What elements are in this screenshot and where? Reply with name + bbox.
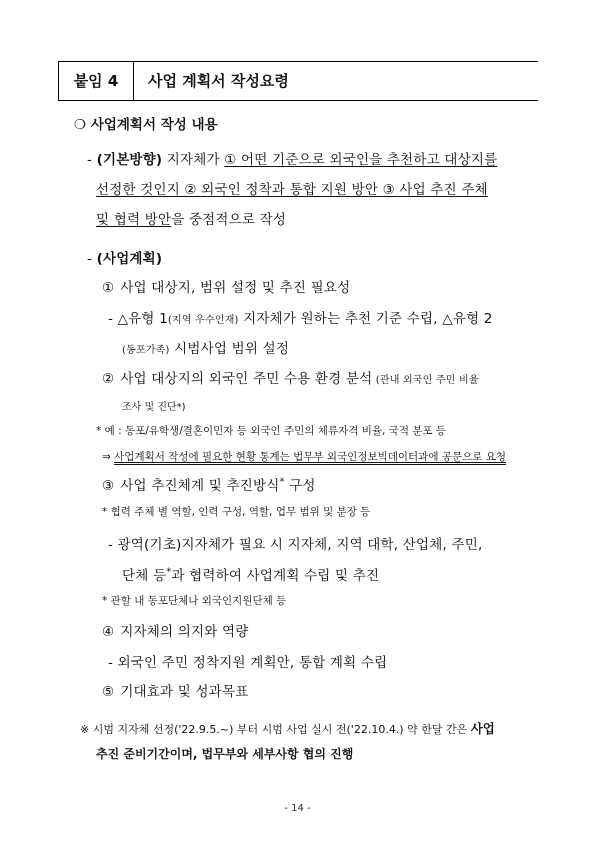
basic-direction-line1: - (기본방향) 지자체가 ① 어떤 기준으로 외국인을 추천하고 대상지를 [87,152,498,168]
basic-direction-label: (기본방향) [96,152,163,168]
plan-item-3: ③ 사업 추진체계 및 추진방식* 구성 [102,476,316,494]
plan-item-4: ④ 지자체의 의지와 역량 [102,624,249,640]
page-number: - 14 - [284,803,311,814]
reference-mark-icon: ※ [80,723,90,736]
basic-direction-line2: 선정한 것인지 ② 외국인 정착과 통합 지원 방안 ③ 사업 추진 주체 [96,182,488,198]
plan-item-3-note: * 협력 주체 별 역할, 인력 구성, 역할, 업무 범위 및 분장 등 [102,506,371,518]
plan-item-3-sub-line2: 단체 등*과 협력하여 사업계획 수립 및 추진 [122,566,380,584]
plan-item-5: ⑤ 기대효과 및 성과목표 [102,684,249,700]
plan-item-1-sub-line1: - △유형 1(지역 우수인재) 지자체가 원하는 추천 기준 수립, △유형 2 [108,311,493,327]
basic-direction-line3: 및 협력 방안을 중점적으로 작성 [96,212,287,228]
plan-item-2-example: * 예 : 동포/유학생/결혼이민자 등 외국인 주민의 체류자격 비율, 국적 분포 등 [96,425,447,437]
plan-item-3-sub-line1: - 광역(기초)지자체가 필요 시 지자체, 지역 대학, 산업체, 주민, [108,537,483,553]
plan-item-3-note2: * 관할 내 동포단체나 외국인지원단체 등 [102,595,287,607]
footnote-line1: ※ 시범 지자체 선정('22.9.5.~) 부터 시범 사업 실시 전('22.10.4.) 약 한달 간은 사업 [80,721,495,736]
plan-item-2-note: 조사 및 진단*) [122,402,186,413]
plan-item-1-sub-line2: (동포가족) 시범사업 범위 설정 [122,341,290,357]
plan-item-2: ② 사업 대상지의 외국인 주민 수용 환경 분석 (관내 외국인 주민 비율 [102,371,479,387]
plan-item-1: ① 사업 대상지, 범위 설정 및 추진 필요성 [102,280,351,296]
footnote-line2: 추진 준비기간이며, 법무부와 세부사항 협의 진행 [96,747,354,761]
plan-item-4-sub: - 외국인 주민 정착지원 계획안, 통합 계획 수립 [108,655,388,671]
statistics-request-note: ⇒ 사업계획서 작성에 필요한 현황 통계는 법무부 외국인정보빅데이터과에 공문으로 요청 [102,451,507,463]
circle-bullet-icon: ❍ [74,117,87,133]
section-heading [74,113,218,133]
appendix-header [58,61,538,101]
appendix-tag: 붙임 4 [58,62,134,100]
page-title: 사업 계획서 작성요령 [148,72,289,90]
double-arrow-icon: ⇒ [102,451,111,463]
business-plan-heading: - (사업계획) [87,251,163,267]
section-title: 사업계획서 작성 내용 [90,117,218,133]
